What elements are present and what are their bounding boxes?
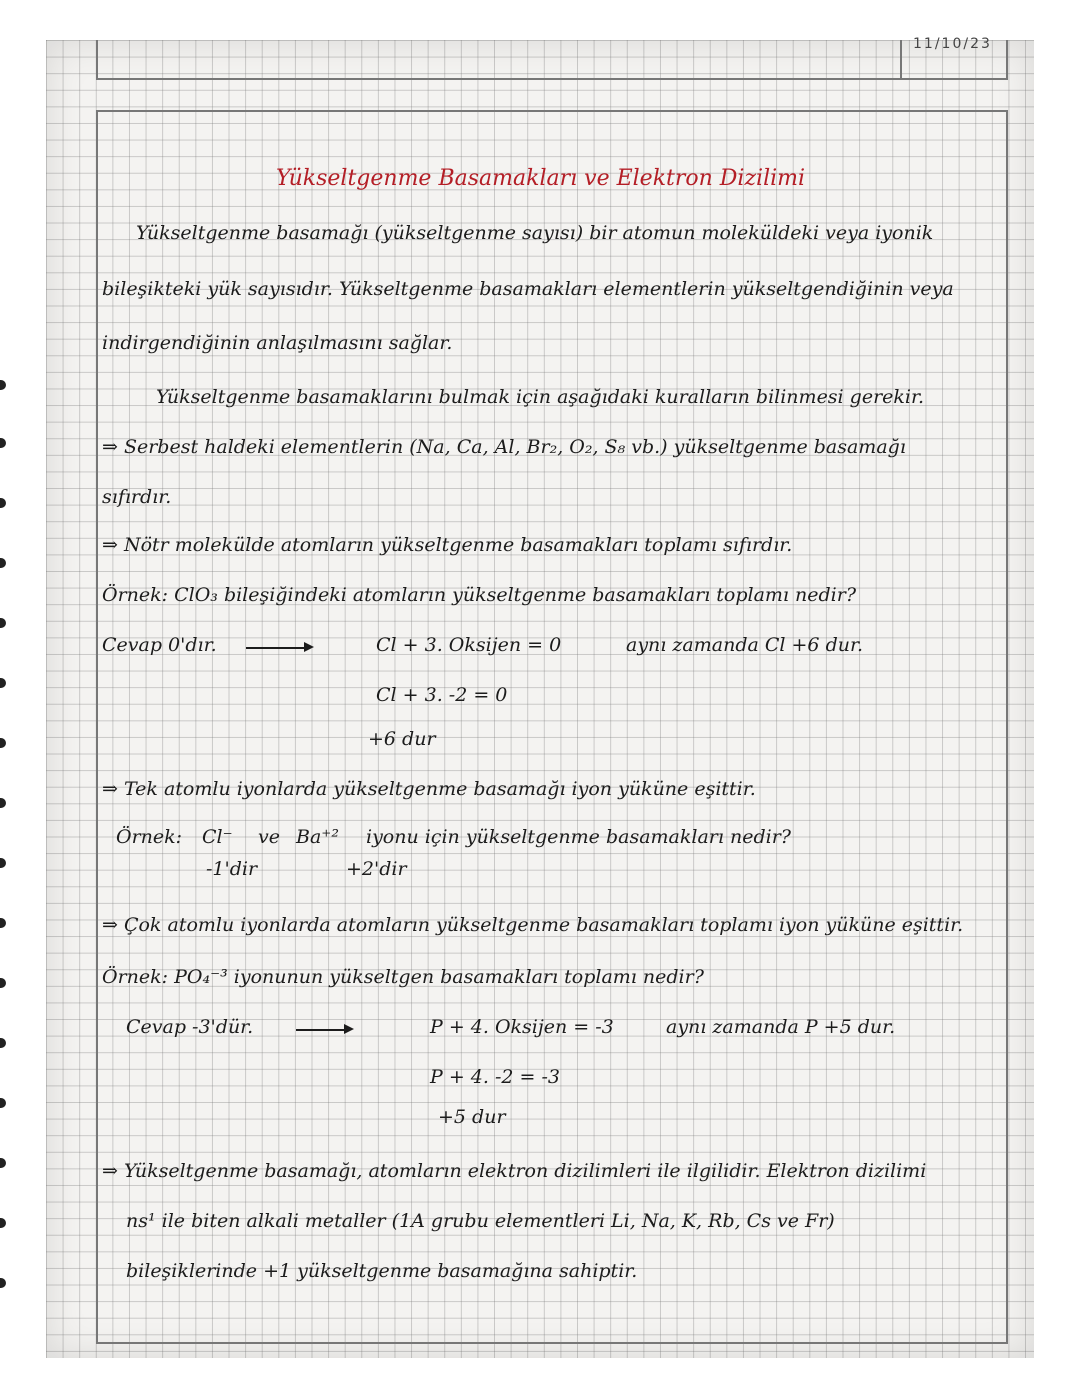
example1-eq1: Cl + 3. Oksijen = 0 [376,634,562,656]
example2-answer2: +2'dir [346,858,407,880]
notebook-page [46,36,1034,1358]
rule5-line1: ⇒ Yükseltgenme basamağı, atomların elektron dizilimleri ile ilgilidir. Elektron dizilimi [102,1160,927,1182]
arrow-line-2 [296,1029,346,1031]
notebook-binding [0,380,6,1340]
page-title: Yükseltgenme Basamakları ve Elektron Dizilimi [276,166,806,191]
example1-answer: Cevap 0'dır. [102,634,217,656]
example2-connector: ve [258,826,280,848]
rule2: ⇒ Nötr molekülde atomların yükseltgenme basamakları toplamı sıfırdır. [102,534,793,556]
arrow-line [246,647,306,649]
example3-eq2: P + 4. -2 = -3 [430,1066,560,1088]
example3-note: aynı zamanda P +5 dur. [666,1016,896,1038]
arrow-right-icon-2 [344,1024,354,1034]
rule3: ⇒ Tek atomlu iyonlarda yükseltgenme basamağı iyon yüküne eşittir. [102,778,756,800]
paragraph1-line3: indirgendiğinin anlaşılmasını sağlar. [102,332,453,354]
rule5-line2: ns¹ ile biten alkali metaller (1A grubu elementleri Li, Na, K, Rb, Cs ve Fr) [126,1210,835,1232]
example1-eq3: +6 dur [368,728,436,750]
example2-label: Örnek: [116,826,183,848]
example2-ion2: Ba⁺² [296,826,339,848]
example2-answer1: -1'dir [206,858,258,880]
example2-ion1: Cl⁻ [202,826,233,848]
example3-eq1: P + 4. Oksijen = -3 [430,1016,614,1038]
paragraph1-line1: Yükseltgenme basamağı (yükseltgenme sayısı) bir atomun moleküldeki veya iyonik [136,222,934,244]
rule5-line3: bileşiklerinde +1 yükseltgenme basamağına sahiptir. [126,1260,638,1282]
rule1-line2: sıfırdır. [102,486,172,508]
header-box [96,36,1008,80]
date-text: 11/10/23 [913,36,992,52]
example3-question: Örnek: PO₄⁻³ iyonunun yükseltgen basamakları toplamı nedir? [102,966,704,988]
example3-answer: Cevap -3'dür. [126,1016,254,1038]
arrow-right-icon [304,642,314,652]
example1-eq2: Cl + 3. -2 = 0 [376,684,508,706]
example3-eq3: +5 dur [438,1106,506,1128]
example1-note: aynı zamanda Cl +6 dur. [626,634,863,656]
paragraph1-line2: bileşikteki yük sayısıdır. Yükseltgenme basamakları elementlerin yükseltgendiğinin veya [102,278,954,300]
header-divider [900,40,902,78]
rule1-line1: ⇒ Serbest haldeki elementlerin (Na, Ca, Al, Br₂, O₂, S₈ vb.) yükseltgenme basamağı [102,436,906,458]
example2-question-rest: iyonu için yükseltgenme basamakları nedir? [366,826,791,848]
rule4: ⇒ Çok atomlu iyonlarda atomların yükseltgenme basamakları toplamı iyon yüküne eşittir. [102,914,964,936]
example1-question: Örnek: ClO₃ bileşiğindeki atomların yükseltgenme basamakları toplamı nedir? [102,584,857,606]
paragraph2: Yükseltgenme basamaklarını bulmak için aşağıdaki kuralların bilinmesi gerekir. [156,386,925,408]
